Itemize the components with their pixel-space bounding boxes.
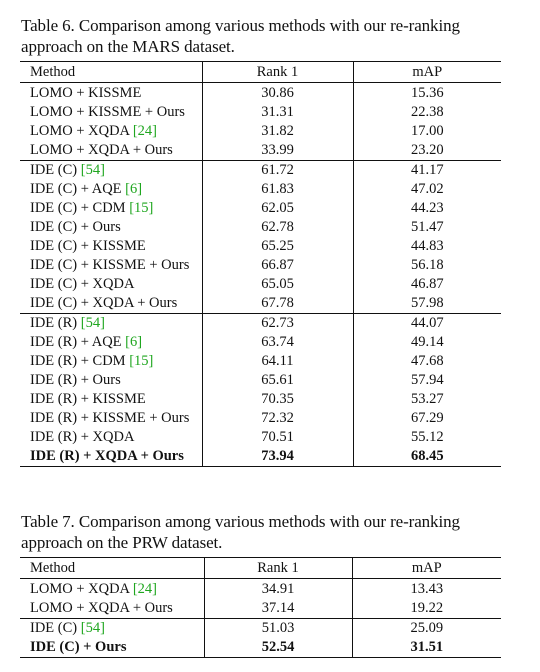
table-row — [20, 83, 501, 104]
rank1-cell: 31.82 — [202, 122, 353, 141]
map-cell: 25.09 — [352, 619, 501, 639]
method-name: LOMO + XQDA — [30, 123, 133, 139]
rank1-cell: 34.91 — [204, 579, 352, 600]
method-cell — [20, 180, 202, 199]
map-cell: 51.47 — [410, 219, 444, 235]
rank1-cell: 65.61 — [202, 371, 353, 390]
rank1-cell: 72.32 — [202, 409, 353, 428]
table-row — [20, 352, 501, 371]
table-row — [20, 390, 501, 409]
citation-link[interactable]: [54] — [80, 162, 105, 178]
rank1-cell: 62.73 — [202, 314, 353, 334]
table-row — [20, 199, 501, 218]
map-cell: 57.94 — [410, 372, 444, 388]
table-row-group — [20, 619, 501, 658]
method-cell — [20, 199, 202, 218]
method-cell — [20, 428, 202, 447]
rank1-cell: 65.05 — [202, 275, 353, 294]
method-cell — [20, 314, 202, 334]
method-name: IDE (R) — [30, 315, 81, 331]
map-cell: 49.14 — [410, 334, 444, 350]
map-cell: 47.02 — [410, 181, 444, 197]
table-row — [20, 237, 501, 256]
method-name: IDE (C) + Ours — [30, 219, 121, 235]
table-6-caption: Table 6. Comparison among various methods with our re-ranking approach on the MARS dataset. — [21, 16, 460, 56]
map-cell: 68.45 — [353, 447, 501, 467]
table-7-caption: Table 7. Comparison among various methods with our re-ranking approach on the PRW dataset. — [21, 512, 460, 552]
table-row — [20, 103, 501, 122]
citation-link[interactable]: [15] — [129, 353, 154, 369]
table-row — [20, 599, 501, 619]
rank1-cell: 65.25 — [202, 237, 353, 256]
method-name: LOMO + KISSME — [30, 85, 142, 101]
method-name: IDE (R) + KISSME — [30, 391, 146, 407]
column-header-rank1: Rank 1 — [204, 558, 352, 579]
table-row — [20, 428, 501, 447]
table-row — [20, 161, 501, 181]
method-cell — [20, 409, 202, 428]
table-row — [20, 275, 501, 294]
method-cell — [20, 218, 202, 237]
citation-link[interactable]: [24] — [132, 123, 158, 139]
map-cell: 23.20 — [410, 142, 444, 158]
method-cell — [20, 352, 202, 371]
method-name: IDE (R) + KISSME + Ours — [30, 410, 190, 426]
map-cell: 46.87 — [410, 276, 444, 292]
table-row — [20, 180, 501, 199]
citation-link[interactable]: [6] — [125, 334, 143, 350]
table-header-row — [20, 558, 501, 579]
map-cell: 15.36 — [353, 83, 501, 104]
method-name: IDE (C) + AQE — [30, 181, 126, 197]
table-row — [20, 447, 501, 467]
method-cell — [20, 390, 202, 409]
map-cell: 44.83 — [410, 238, 444, 254]
method-name: IDE (C) + Ours — [30, 639, 127, 655]
method-cell — [20, 141, 202, 161]
rank1-cell: 63.74 — [202, 333, 353, 352]
method-name: IDE (C) — [30, 620, 81, 636]
method-cell — [20, 237, 202, 256]
table-row — [20, 141, 501, 161]
table-row-group — [20, 314, 501, 467]
method-name: LOMO + XQDA + Ours — [30, 600, 173, 616]
rank1-cell: 61.83 — [202, 180, 353, 199]
map-cell: 53.27 — [410, 391, 444, 407]
map-cell: 44.23 — [410, 200, 444, 216]
table-row-group — [20, 579, 501, 619]
citation-link[interactable]: [54] — [80, 620, 105, 636]
rank1-cell: 62.78 — [202, 218, 353, 237]
method-name: IDE (C) + XQDA + Ours — [30, 295, 178, 311]
rank1-cell: 66.87 — [202, 256, 353, 275]
method-name: IDE (R) + Ours — [30, 372, 121, 388]
map-cell: 22.38 — [410, 104, 444, 120]
column-header-method: Method — [20, 62, 202, 83]
rank1-cell: 51.03 — [204, 619, 352, 639]
method-cell — [20, 619, 204, 639]
rank1-cell: 67.78 — [202, 294, 353, 314]
rank1-cell: 73.94 — [202, 447, 353, 467]
rank1-cell: 30.86 — [202, 83, 353, 104]
method-cell — [20, 447, 202, 467]
rank1-cell: 62.05 — [202, 199, 353, 218]
map-cell: 19.22 — [410, 600, 444, 616]
column-header-method: Method — [20, 558, 204, 579]
method-name: IDE (C) + KISSME — [30, 238, 146, 254]
table-row-group — [20, 161, 501, 314]
rank1-cell: 31.31 — [202, 103, 353, 122]
method-name: IDE (R) + XQDA + Ours — [30, 448, 184, 464]
map-cell: 55.12 — [410, 429, 444, 445]
table-row — [20, 619, 501, 639]
table-row — [20, 371, 501, 390]
method-name: IDE (C) + CDM — [30, 200, 130, 216]
table-row — [20, 579, 501, 600]
map-cell: 44.07 — [353, 314, 501, 334]
rank1-cell: 33.99 — [202, 141, 353, 161]
column-header-map: mAP — [352, 558, 501, 579]
rank1-cell: 61.72 — [202, 161, 353, 181]
table-row — [20, 409, 501, 428]
method-cell — [20, 333, 202, 352]
citation-link[interactable]: [54] — [80, 315, 105, 331]
method-name: LOMO + XQDA — [30, 581, 133, 597]
table-header-row — [20, 62, 501, 83]
rank1-cell: 64.11 — [202, 352, 353, 371]
table-row — [20, 122, 501, 141]
method-cell — [20, 599, 204, 619]
table-7-prw — [20, 557, 501, 658]
method-cell — [20, 579, 204, 600]
column-header-rank1: Rank 1 — [202, 62, 353, 83]
map-cell: 56.18 — [410, 257, 444, 273]
method-name: IDE (R) + AQE — [30, 334, 126, 350]
method-cell — [20, 83, 202, 104]
map-cell: 57.98 — [410, 295, 444, 311]
method-name: LOMO + KISSME + Ours — [30, 104, 185, 120]
map-cell: 67.29 — [410, 410, 444, 426]
method-cell — [20, 122, 202, 141]
method-cell — [20, 275, 202, 294]
method-cell — [20, 638, 204, 658]
rank1-cell: 52.54 — [204, 638, 352, 658]
table-row — [20, 314, 501, 334]
method-name: IDE (C) + XQDA — [30, 276, 135, 292]
citation-link[interactable]: [15] — [129, 200, 154, 216]
column-header-map: mAP — [353, 62, 501, 83]
citation-link[interactable]: [24] — [132, 581, 158, 597]
table-row — [20, 638, 501, 658]
table-row — [20, 333, 501, 352]
table-row — [20, 256, 501, 275]
table-6-mars — [20, 61, 501, 467]
method-cell — [20, 294, 202, 314]
table-row — [20, 218, 501, 237]
citation-link[interactable]: [6] — [125, 181, 143, 197]
rank1-cell: 70.51 — [202, 428, 353, 447]
method-name: IDE (R) + CDM — [30, 353, 130, 369]
map-cell: 41.17 — [353, 161, 501, 181]
method-name: IDE (C) + KISSME + Ours — [30, 257, 190, 273]
rank1-cell: 70.35 — [202, 390, 353, 409]
map-cell: 17.00 — [410, 123, 444, 139]
map-cell: 13.43 — [352, 579, 501, 600]
method-name: LOMO + XQDA + Ours — [30, 142, 173, 158]
map-cell: 31.51 — [352, 638, 501, 658]
method-cell — [20, 103, 202, 122]
method-name: IDE (R) + XQDA — [30, 429, 135, 445]
rank1-cell: 37.14 — [204, 599, 352, 619]
method-cell — [20, 371, 202, 390]
method-name: IDE (C) — [30, 162, 81, 178]
table-row — [20, 294, 501, 314]
map-cell: 47.68 — [410, 353, 444, 369]
table-row-group — [20, 83, 501, 161]
method-cell — [20, 161, 202, 181]
method-cell — [20, 256, 202, 275]
